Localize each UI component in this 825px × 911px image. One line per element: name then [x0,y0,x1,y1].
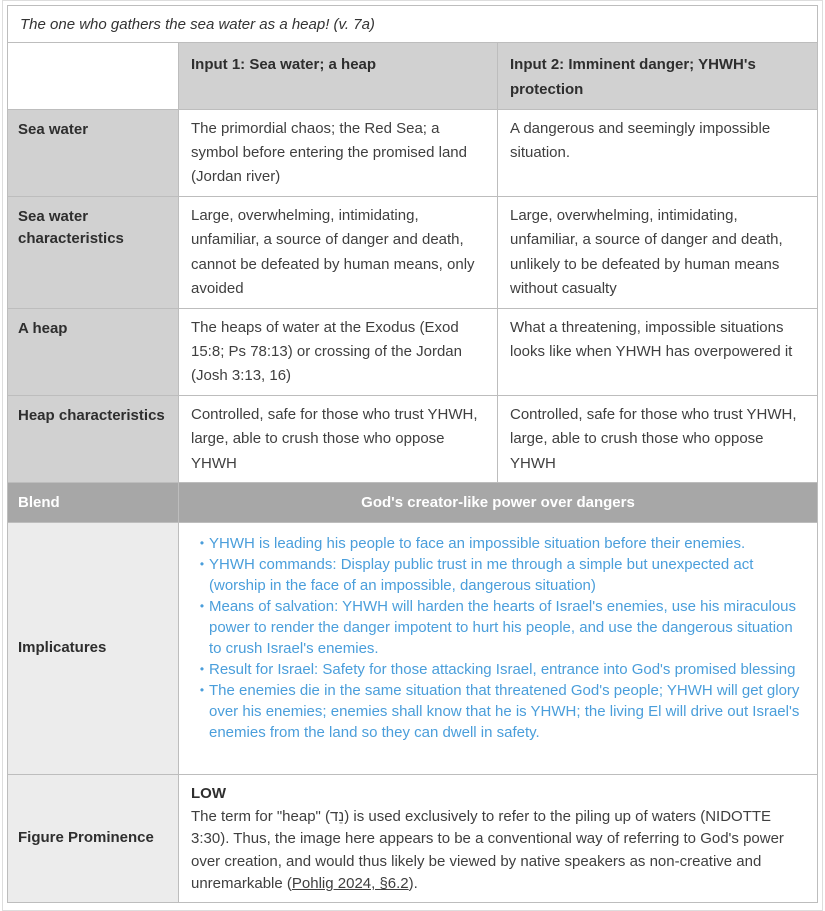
blend-analysis-card [2,0,823,911]
implicature-text: Means of salvation: YHWH will harden the hearts of Israel's enemies, use his miraculous power to render the danger impotent to hurt his people, and use the dangerous situation to crush Israel's enemies. [209,598,797,658]
cell-sea-water-characteristics-input2: Large, overwhelming, intimidating, unfamiliar, a source of danger and death, unlikely to be defeated by human means without casualty [498,196,818,308]
bullet-icon: • [199,599,205,614]
bullet-icon: • [199,662,205,677]
figure-prominence-text-after-link: ). [408,875,418,893]
table-title-row [8,6,818,43]
row-label-a-heap: A heap [8,308,179,395]
cell-a-heap-input1: The heaps of water at the Exodus (Exod 15:8; Ps 78:13) or crossing of the Jordan (Josh 3:13, 16) [179,308,498,395]
table-title: The one who gathers the sea water as a heap! (v. 7a) [8,6,818,43]
row-label-heap-characteristics: Heap characteristics [8,395,179,482]
cell-heap-characteristics-input1: Controlled, safe for those who trust YHWH, large, able to crush those who oppose YHWH [179,395,498,482]
conceptual-blend-table [7,5,818,903]
cell-sea-water-characteristics-input1: Large, overwhelming, intimidating, unfamiliar, a source of danger and death, cannot be defeated by human means, only avoided [179,196,498,308]
blend-value: God's creator-like power over dangers [179,483,818,523]
cell-sea-water-input1: The primordial chaos; the Red Sea; a symbol before entering the promised land (Jordan river) [179,109,498,196]
table-row-blend [8,483,818,523]
cell-a-heap-input2: What a threatening, impossible situations looks like when YHWH has overpowered it [498,308,818,395]
figure-prominence-text-before-link: The term for "heap" (נֵד) is used exclusively to refer to the piling up of waters (NIDOTTE 3:30). Thus, the image here appears to be a conventional way of referring to God's power over creation, and would thus likely be viewed by native speakers as non-creative and unremarkable ( [191,807,784,893]
implicature-text: YHWH commands: Display public trust in me through a simple but unexpected act (worship in the face of an impossible, dangerous situation) [209,556,754,595]
figure-prominence-level: LOW [191,785,226,803]
bullet-icon: • [199,683,205,698]
row-label-blend: Blend [8,483,179,523]
table-row-figure-prominence [8,775,818,903]
implicature-text: YHWH is leading his people to face an impossible situation before their enemies. [209,535,746,553]
cell-heap-characteristics-input2: Controlled, safe for those who trust YHWH, large, able to crush those who oppose YHWH [498,395,818,482]
citation-link[interactable]: Pohlig 2024, §6.2 [291,875,409,893]
list-item [195,596,803,659]
implicature-text: Result for Israel: Safety for those attacking Israel, entrance into God's promised blessing [209,661,796,679]
column-header-input1: Input 1: Sea water; a heap [179,43,498,110]
table-row-sea-water [8,109,818,196]
row-label-implicatures: Implicatures [8,523,179,775]
row-label-sea-water: Sea water [8,109,179,196]
list-item [195,554,803,596]
table-row-sea-water-characteristics [8,196,818,308]
implicature-text: The enemies die in the same situation that threatened God's people; YHWH will get glory over his enemies; enemies shall know that he is YHWH; the living El will drive out Israel's enemies from the land so they can dwell in safety. [209,682,800,742]
figure-prominence-text [191,806,805,896]
figure-prominence-cell [179,775,818,903]
list-item [195,533,803,554]
table-row-a-heap [8,308,818,395]
row-label-sea-water-characteristics: Sea water characteristics [8,196,179,308]
column-header-row [8,43,818,110]
bullet-icon: • [199,557,205,572]
table-row-heap-characteristics [8,395,818,482]
bullet-icon: • [199,536,205,551]
list-item [195,659,803,680]
implicatures-list [195,533,803,743]
column-header-input2: Input 2: Imminent danger; YHWH's protection [498,43,818,110]
row-label-figure-prominence: Figure Prominence [8,775,179,903]
corner-cell [8,43,179,110]
cell-sea-water-input2: A dangerous and seemingly impossible situation. [498,109,818,196]
table-row-implicatures [8,523,818,775]
implicatures-cell [179,523,818,775]
list-item [195,680,803,743]
